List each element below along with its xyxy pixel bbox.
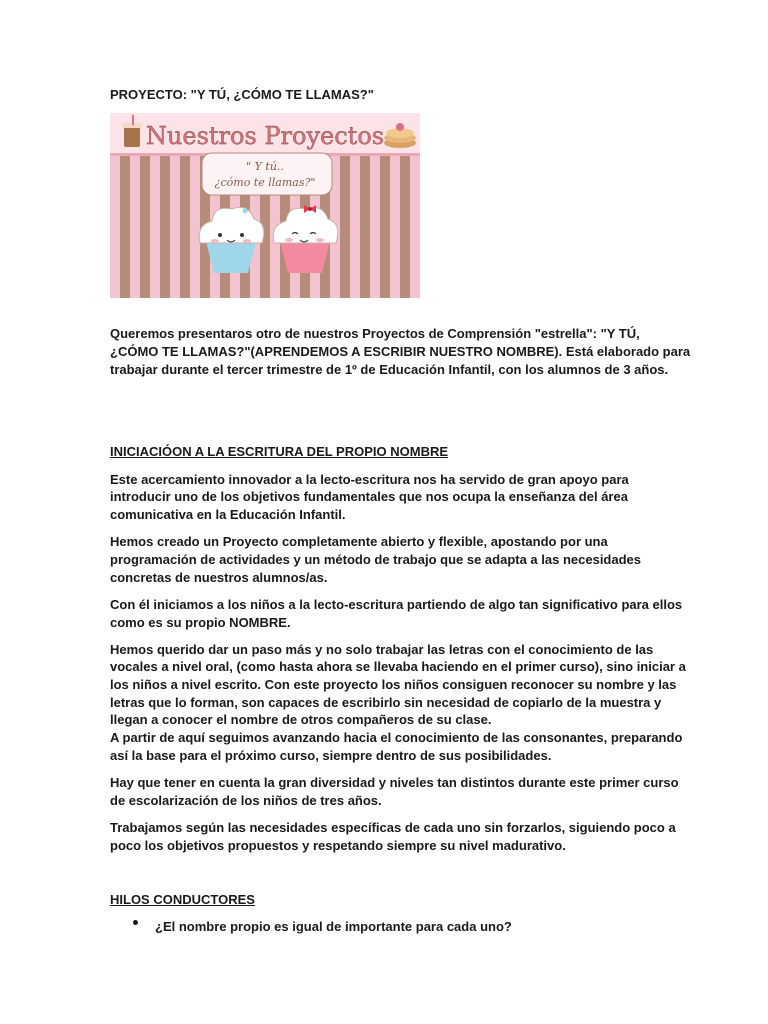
paragraph-6-line-1: Trabajamos según las necesidades específicas de cada uno sin forzarlos, siguiendo poco a (110, 820, 676, 835)
paragraph-3-line-2: como es su propio NOMBRE. (110, 615, 291, 630)
paragraph-1-line-3: comunicativa en la Educación Infantil. (110, 507, 346, 522)
paragraph-2-line-3: concretas de nuestros alumnos/as. (110, 570, 328, 585)
paragraph-5-line-2: de escolarización de los niños de tres años. (110, 793, 382, 808)
bullet-icon (133, 920, 138, 925)
paragraph-4-line-1: Hemos querido dar un paso más y no solo trabajar las letras con el conocimiento de las (110, 642, 654, 657)
paragraph-4-line-4: letras que lo forman, son capaces de escribirlo sin necesidad de copiarlo de la muestra y (110, 695, 662, 710)
paragraph-3-line-1: Con él iniciamos a los niños a la lecto-escritura partiendo de algo tan significativo para ellos (110, 597, 683, 612)
speech-bubble (202, 153, 332, 195)
section-heading-iniciacion: INICIACIÓON A LA ESCRITURA DEL PROPIO NOMBRE (110, 444, 449, 459)
document-title: PROYECTO: "Y TÚ, ¿CÓMO TE LLAMAS?" (110, 87, 374, 102)
bubble-line-2: ¿cómo te llamas?" (214, 176, 316, 189)
intro-line-3: trabajar durante el tercer trimestre de 1º de Educación Infantil, con los alumnos de 3 años. (110, 362, 669, 377)
paragraph-4-line-6: A partir de aquí seguimos avanzando hacia el conocimiento de las consonantes, preparando (110, 730, 683, 745)
project-banner-image (110, 113, 420, 298)
bubble-line-1: " Y tú.. (246, 160, 284, 173)
paragraph-1-line-1: Este acercamiento innovador a la lecto-escritura nos ha servido de gran apoyo para (110, 472, 629, 487)
paragraph-5-line-1: Hay que tener en cuenta la gran diversidad y niveles tan distintos durante este primer curso (110, 775, 679, 790)
paragraph-2-line-1: Hemos creado un Proyecto completamente abierto y flexible, apostando por una (110, 534, 608, 549)
intro-line-1: Queremos presentaros otro de nuestros Proyectos de Comprensión "estrella": "Y TÚ, (110, 326, 640, 341)
paragraph-4-line-2: vocales a nivel oral, (como hasta ahora se llevaba haciendo en el primer curso), sino iniciar a (110, 659, 686, 674)
paragraph-4-line-5: llegan a conocer el nombre de otros compañeros de su clase. (110, 712, 492, 727)
bullet-item-1: ¿El nombre propio es igual de importante para cada uno? (155, 919, 512, 934)
paragraph-2-line-2: programación de actividades y un método de trabajo que se adapta a las necesidades (110, 552, 642, 567)
paragraph-6-line-2: poco los objetivos propuestos y respetando siempre su nivel madurativo. (110, 838, 566, 853)
intro-line-2: ¿CÓMO TE LLAMAS?"(APRENDEMOS A ESCRIBIR NUESTRO NOMBRE). Está elaborado para (110, 344, 691, 359)
paragraph-1-line-2: introducir uno de los objetivos fundamentales que nos ocupa la enseñanza del área (110, 489, 628, 504)
paragraph-4-line-3: los niños a nivel escrito. Con este proyecto los niños consiguen reconocer su nombre y las (110, 677, 677, 692)
section-heading-hilos: HILOS CONDUCTORES (110, 892, 255, 907)
banner-heading: Nuestros Proyectos (145, 122, 385, 150)
banner-illustration (110, 113, 420, 298)
paragraph-4-line-7: así la base para el próximo curso, siempre dentro de sus posibilidades. (110, 748, 552, 763)
